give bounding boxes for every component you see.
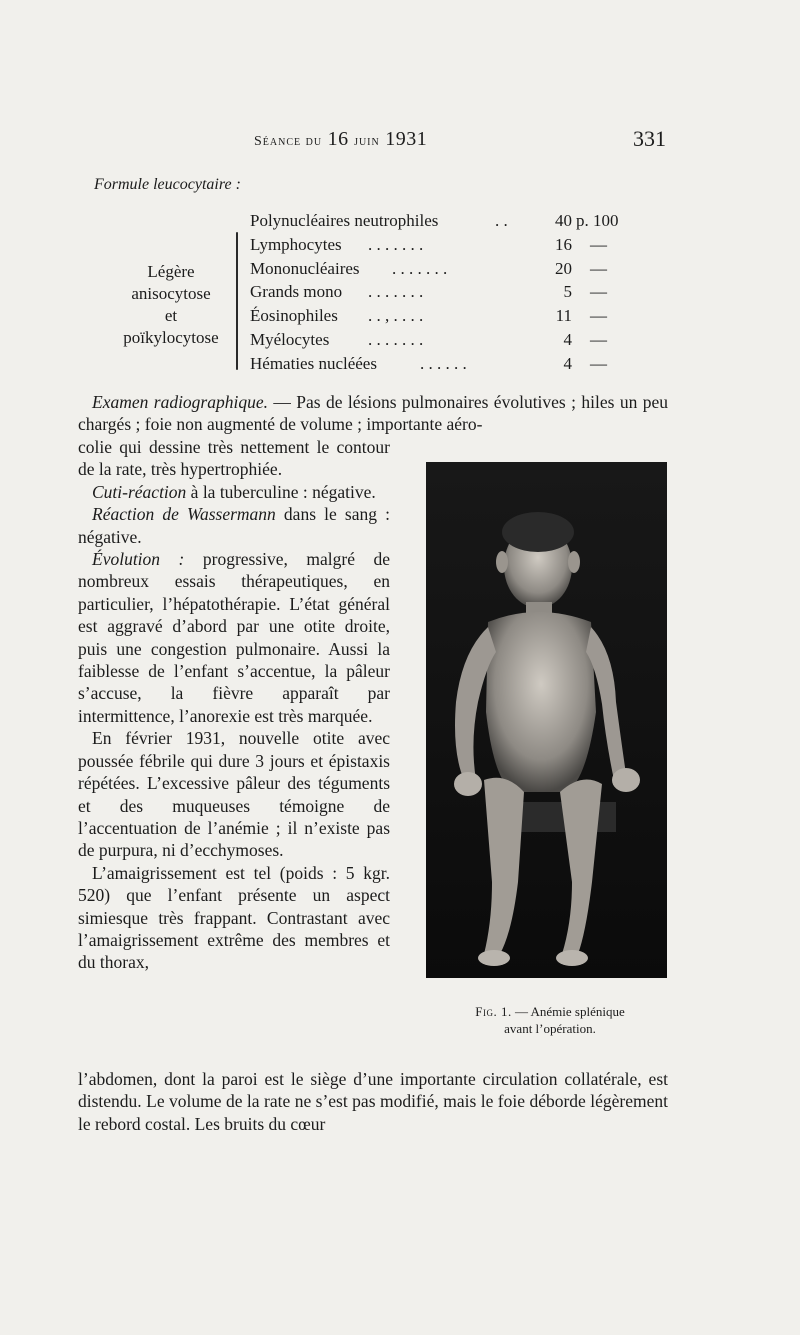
running-head <box>254 128 427 151</box>
cell-unit: — <box>590 353 607 373</box>
brace <box>236 232 238 370</box>
cell-label: Myélocytes <box>250 329 330 349</box>
running-head-prefix: Séance du <box>254 134 323 149</box>
cell-unit: — <box>590 234 607 254</box>
side-note <box>112 261 230 349</box>
table-row: Polynucléaires neutrophiles . . 40 p. 100 <box>250 209 622 233</box>
caption-label: Fig. 1. <box>475 1004 512 1019</box>
cell-unit: — <box>590 329 607 349</box>
running-head-month: juin <box>354 134 380 149</box>
formula-title: Formule leucocytaire : <box>94 176 241 193</box>
cuti-body: à la tuberculine : négative. <box>186 481 376 502</box>
tail-text: l’abdomen, dont la paroi est le siège d’une importante circulation collatérale, est distendu. Le volume de la rate ne s’est pas modifié, mais le foie déborde légèrement le rebord costal. Les bruits du cœur <box>78 1069 668 1134</box>
table-row: Éosinophiles . . , . . . . 11 — <box>250 304 622 328</box>
table-row: Grands mono . . . . . . . 5 — <box>250 280 622 304</box>
cell-value: 16 <box>555 234 572 254</box>
side-note-line: Légère <box>147 262 195 281</box>
figure-caption <box>430 1003 670 1037</box>
leucocyte-table <box>250 209 622 376</box>
cell-value: 5 <box>563 282 572 302</box>
paragraph-continuation <box>78 1068 668 1135</box>
cell-label: Éosinophiles <box>250 306 338 326</box>
side-note-line: et <box>164 306 178 325</box>
radio-body: — Pas de lésions pulmonaires évolutives ; hiles un peu chargés ; foie non augmenté de volume ; importante aéro- <box>78 392 668 435</box>
page-number: 331 <box>633 126 666 151</box>
cell-label: Hématies nucléées <box>250 353 377 373</box>
figure-photo <box>426 462 667 978</box>
paragraph-february: En février 1931, nouvelle otite avec poussée fébrile qui dure 3 jours et épistaxis répétées. L’excessive pâleur des téguments et des muqueuses témoigne de l’accentuation de l’anémie ; il n’existe pas de purpura, ni d’ecchymoses. <box>78 728 390 861</box>
paragraph-radiography <box>78 391 668 436</box>
cell-label: Lymphocytes <box>250 234 342 254</box>
side-note-line: poïkylocytose <box>123 328 219 347</box>
evol-label: Évolution : <box>92 549 185 570</box>
paragraph-emaciation: L’amaigrissement est tel (poids : 5 kgr. 520) que l’enfant présente un aspect simiesque très frappant. Contrastant avec l’amaigrissement extrême des membres et du thorax, <box>78 862 390 973</box>
cell-value: 4 <box>563 329 572 349</box>
running-head-year: 1931 <box>385 128 428 150</box>
cell-value: 20 <box>555 258 572 278</box>
radio-label: Examen radiographique. <box>92 392 268 412</box>
paragraph-wassermann <box>78 503 390 548</box>
radio-continuation: colie qui dessine très nettement le contour de la rate, très hypertrophiée. <box>78 437 390 480</box>
table-row: Hématies nucléées . . . . . . 4 — <box>250 352 622 376</box>
side-note-line: anisocytose <box>131 284 211 303</box>
paragraph-evolution <box>78 548 390 727</box>
table-row: Mononucléaires . . . . . . . 20 — <box>250 257 622 281</box>
cell-value: 40 <box>555 211 572 230</box>
cell-label: Mononucléaires <box>250 258 360 278</box>
wass-label: Réaction de Wassermann <box>92 504 276 525</box>
cell-unit: p. 100 <box>576 211 619 230</box>
cell-value: 11 <box>555 306 572 326</box>
caption-title: — Anémie splénique <box>511 1004 625 1019</box>
left-column <box>78 436 390 974</box>
table-row: Myélocytes . . . . . . . 4 — <box>250 328 622 352</box>
caption-subtitle: avant l’opération. <box>504 1021 596 1036</box>
table-row: Lymphocytes . . . . . . . 16 — <box>250 233 622 257</box>
cell-label: Polynucléaires neutrophiles <box>250 211 439 230</box>
child-photo-illustration <box>426 462 667 978</box>
cell-value: 4 <box>563 353 572 373</box>
wass-body: dans le sang : négative. <box>78 504 390 547</box>
cell-unit: — <box>590 306 607 326</box>
running-head-day: 16 <box>327 128 349 150</box>
cell-unit: — <box>590 282 607 302</box>
cell-label: Grands mono <box>250 282 343 302</box>
paragraph-cuti <box>78 481 390 503</box>
evol-body: progressive, malgré de nombreux essais thérapeutiques, en particulier, l’hépatothérapie. L’état général est aggravé d’abord par une otite droite, puis une congestion pulmonaire. Aussi la faiblesse de l’enfant s’accentue, la pâleur s’accuse, la fièvre apparaît par intermittence, l’anorexie est très marquée. <box>78 549 391 726</box>
cuti-label: Cuti-réaction <box>92 481 187 502</box>
cell-unit: — <box>590 258 607 278</box>
